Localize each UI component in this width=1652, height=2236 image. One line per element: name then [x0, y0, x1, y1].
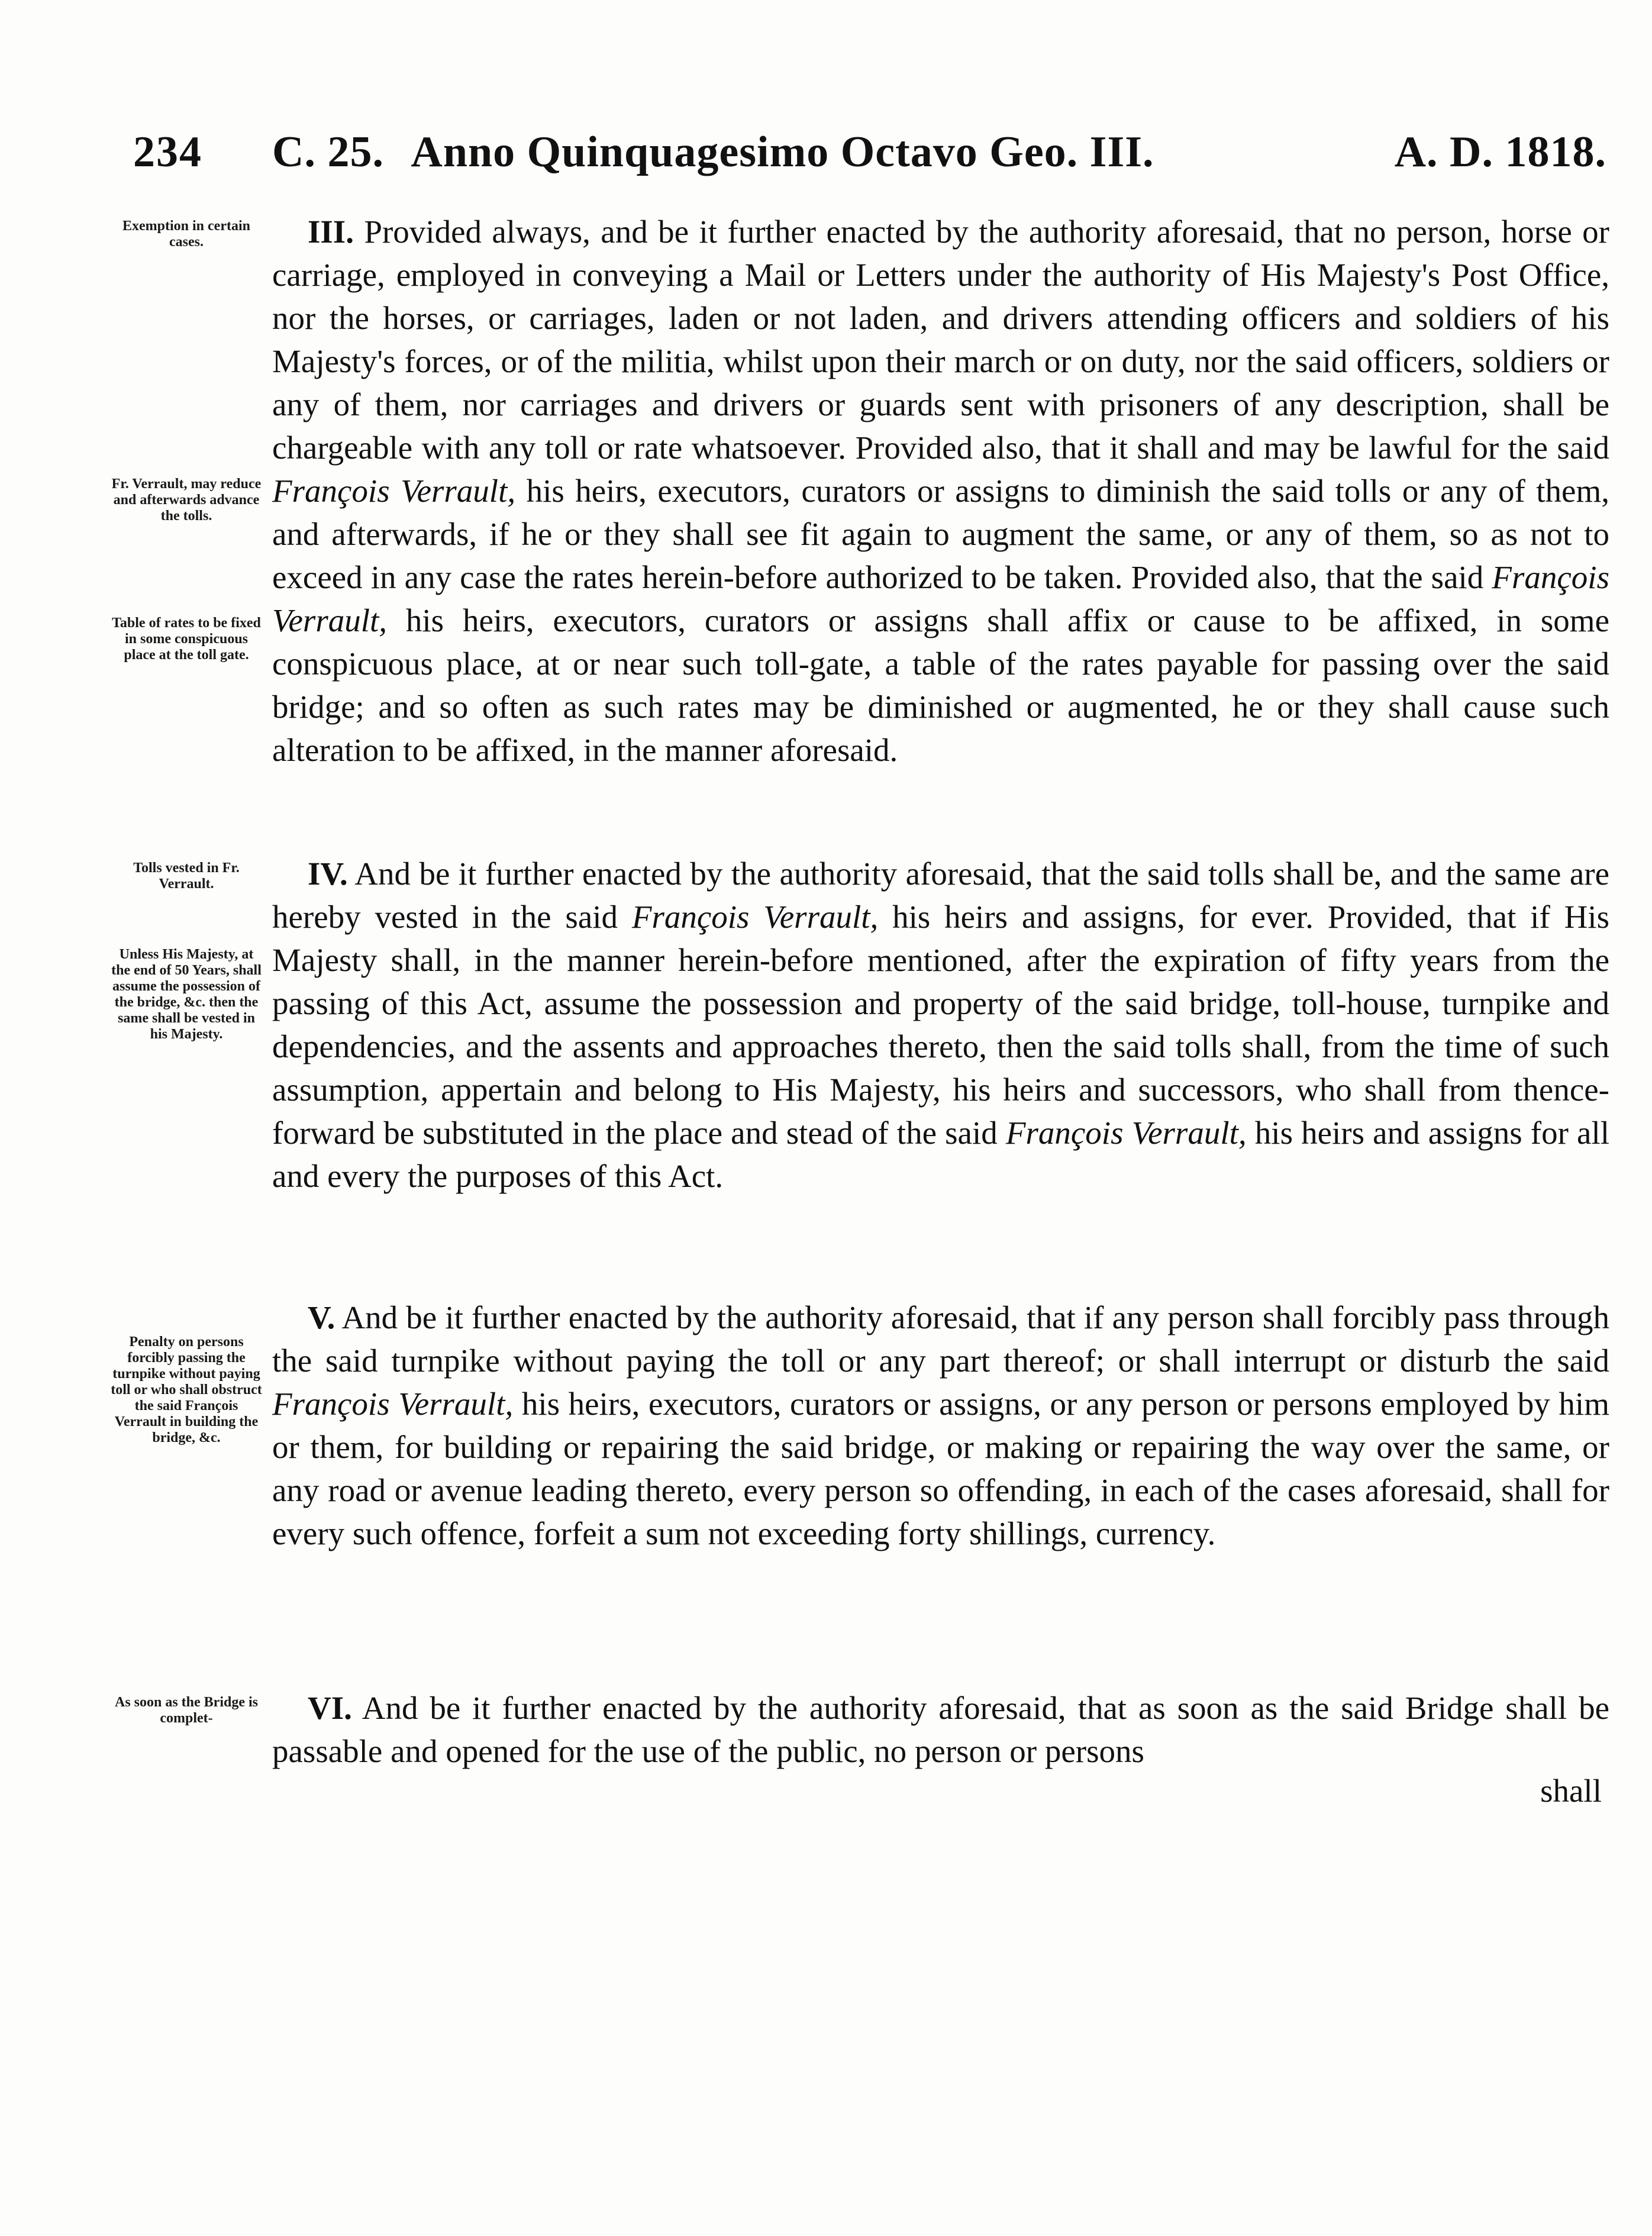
margin-note-table-of-rates: Table of rates to be fixed in some conspicuous place at the toll gate. [112, 615, 261, 663]
section-text: Provided always, and be it further enacted by the authority aforesaid, that no person, horse or carriage, employed in conveying a Mail or Letters under the authority of His Majesty's Post Office, nor the horses, or carriages, laden or not laden, and drivers attending officers and soldiers of his Majesty's forces, or of the militia, whilst upon their march or on duty, nor the said officers, soldiers or any of them, nor carriages and drivers or guards sent with prisoners of any description, shall be chargeable with any toll or rate whatsoever. Provided also, that it shall and may be lawful for the said [272, 214, 1609, 466]
page-header [133, 127, 1606, 180]
running-head [272, 127, 1606, 178]
section-numeral: VI. [308, 1690, 352, 1726]
page-number: 234 [133, 128, 202, 176]
section-text: And be it further enacted by the authority aforesaid, that the said tolls shall be, and the same are hereby vested in the said [272, 856, 1609, 935]
name-italic: François Verrault, [272, 559, 1609, 638]
section-numeral: III. [308, 214, 354, 250]
section-text: And be it further enacted by the authority aforesaid, that if any person shall forcibly pass through the said turnpike without paying the toll or any part thereof; or shall interrupt or disturb the said [272, 1299, 1609, 1379]
act-title: Anno Quinquagesimo Octavo Geo. III. [411, 128, 1154, 176]
section-iv-text [272, 852, 1609, 1198]
chapter-number: C. 25. [272, 128, 384, 176]
section-text: his heirs, executors, curators or assigns to diminish the said tolls or any of them, and afterwards, if he or they shall see fit again to augment the same, or any of them, so as not to exceed in any case the rates herein-before authorized to be taken. Provided also, that the said [272, 473, 1609, 595]
section-vi-text [272, 1686, 1609, 1773]
margin-note-bridge-complete: As soon as the Bridge is complet- [114, 1695, 259, 1726]
margin-note-tolls-vested: Tolls vested in Fr. Verrault. [133, 860, 240, 892]
section-numeral: IV. [308, 856, 348, 892]
section-numeral: V. [308, 1299, 335, 1335]
name-italic: François Verrault, [1005, 1115, 1247, 1151]
section-v-text [272, 1296, 1609, 1555]
section-iii-text [272, 210, 1609, 772]
section-text: And be it further enacted by the authority aforesaid, that as soon as the said Bridge shall be passable and opened for the use of the public, no person or persons [272, 1690, 1609, 1769]
margin-note-unless-majesty: Unless His Majesty, at the end of 50 Years, shall assume the possession of the bridge, &c. then the same shall be vested in his Majesty. [111, 947, 262, 1042]
name-italic: François Verrault, [272, 1386, 514, 1422]
catchword: shall [1540, 1773, 1602, 1809]
act-year: A. D. 1818. [1394, 128, 1606, 176]
margin-note-penalty: Penalty on persons forcibly passing the turnpike without paying toll or who shall obstruct the said François Verrault in building the bridge, &c. [111, 1334, 262, 1446]
section-text: his heirs and assigns, for ever. Provided, that if His Majesty shall, in the manner herein-before mentioned, after the expiration of fifty years from the passing of this Act, assume the possession and property of the said bridge, toll-house, turnpike and dependencies, and the assents and approaches thereto, then the said tolls shall, from the time of such assumption, appertain and belong to His Majesty, his heirs and successors, who shall from thence-forward be substituted in the place and stead of the said [272, 899, 1609, 1151]
section-text: his heirs, executors, curators or assigns, or any person or persons employed by him or them, for building or repairing the said bridge, or making or repairing the way over the same, or any road or avenue leading thereto, every person so offending, in each of the cases aforesaid, shall for every such offence, forfeit a sum not exceeding forty shillings, currency. [272, 1386, 1609, 1551]
name-italic: François Verrault, [631, 899, 879, 935]
section-text: his heirs and assigns for all and every the purposes of this Act. [272, 1115, 1610, 1194]
margin-note-exemption: Exemption in certain cases. [122, 218, 250, 250]
section-text: his heirs, executors, curators or assigns shall affix or cause to be affixed, in some conspicuous place, at or near such toll-gate, a table of the rates payable for passing over the said bridge; and so often as such rates may be diminished or augmented, he or they shall cause such alteration to be affixed, in the manner aforesaid. [272, 602, 1609, 768]
margin-note-reduce-tolls: Fr. Verrault, may reduce and afterwards advance the tolls. [111, 476, 262, 524]
name-italic: François Verrault, [272, 473, 516, 509]
